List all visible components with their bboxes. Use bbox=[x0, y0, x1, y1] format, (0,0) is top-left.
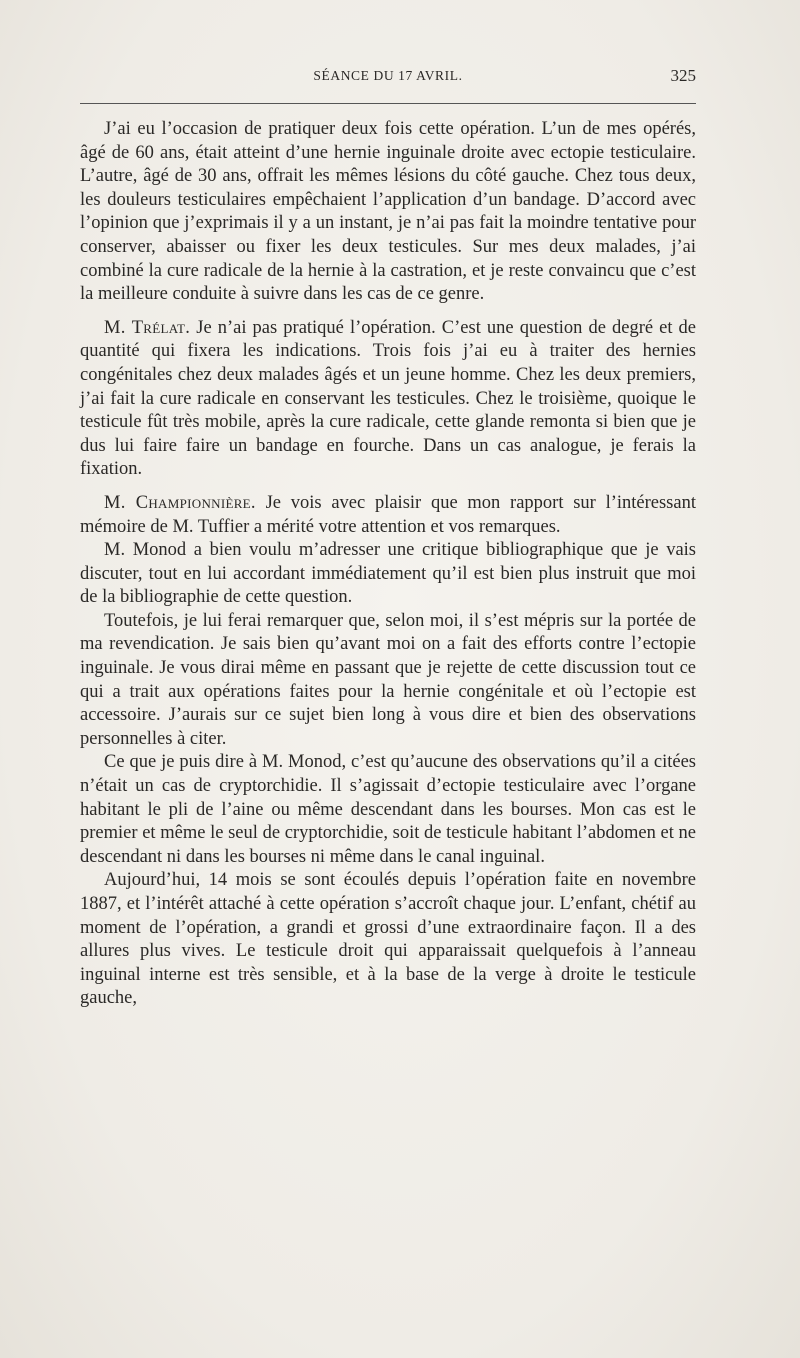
paragraph bbox=[80, 869, 696, 1011]
paragraph bbox=[80, 751, 696, 869]
paragraph-text: Je n’ai pas pratiqué l’opération. C’est une question de degré et de quantité qui fixera les indications. Trois fois j’ai eu à traiter des hernies congénitales chez deux malades âgés et un jeune homme. Chez les deux premiers, j’ai fait la cure radicale en conservant les testicules. Chez le troisième, quoique le testicule fût très mobile, après la cure radicale, cette glande remonta si bien que je dus lui faire faire un bandage en fourche. Dans un cas analogue, je ferais la fixation. bbox=[80, 317, 697, 480]
running-title: SÉANCE DU 17 AVRIL. bbox=[313, 68, 463, 83]
paragraph bbox=[80, 539, 696, 610]
paragraph-text: Toutefois, je lui ferai remarquer que, selon moi, il s’est mépris sur la portée de ma revendication. Je sais bien qu’avant moi on a fait des efforts contre l’ectopie inguinale. Je vous dirai même en passant que je rejette de cette discussion tout ce qui a trait aux opérations faites pour la hernie congénitale et où l’ectopie est accessoire. J’aurais sur ce sujet bien long à vous dire et bien des observations personnelles à citer. bbox=[80, 610, 696, 749]
speaker-name: M. Trélat. bbox=[104, 317, 191, 338]
paragraph-text: M. Monod a bien voulu m’adresser une critique bibliographique que je vais discuter, tout en lui accordant immédiatement qu’il est bien plus instruit que moi de la bibliographie de cette question. bbox=[80, 540, 696, 608]
paragraph bbox=[80, 492, 696, 539]
speaker-name: M. Championnière. bbox=[104, 492, 256, 513]
paragraph bbox=[80, 317, 696, 482]
paragraph bbox=[80, 610, 696, 752]
paragraph bbox=[80, 118, 696, 307]
paragraph-text: Je vois avec plaisir que mon rapport sur l’intéressant mémoire de M. Tuffier a mérité votre attention et vos remarques. bbox=[80, 492, 696, 537]
paragraph-text: Ce que je puis dire à M. Monod, c’est qu’aucune des observations qu’il a citées n’était un cas de cryptorchidie. Il s’agissait d’ectopie testiculaire avec l’organe habitant le pli de l’aine ou même descendant dans les bourses. Mon cas est le premier et même le seul de cryptorchidie, soit de testicule habitant l’abdomen et ne descendant ni dans les bourses ni même dans le canal inguinal. bbox=[80, 752, 696, 867]
body-text bbox=[80, 118, 696, 1011]
page-header bbox=[80, 68, 696, 98]
header-rule bbox=[80, 103, 696, 104]
paragraph-text: Aujourd’hui, 14 mois se sont écoulés depuis l’opération faite en novembre 1887, et l’intérêt attaché à cette opération s’accroît chaque jour. L’enfant, chétif au moment de l’opération, a grandi et grossi d’une extraordinaire façon. Il a des allures plus vives. Le testicule droit qui apparaissait quelquefois à l’anneau inguinal interne est très sensible, et à la base de la verge à droite le testicule gauche, bbox=[80, 870, 696, 1009]
paragraph-text: J’ai eu l’occasion de pratiquer deux fois cette opération. L’un de mes opérés, âgé de 60 ans, était atteint d’une hernie inguinale droite avec ectopie testiculaire. L’autre, âgé de 30 ans, offrait les mêmes lésions du côté gauche. Chez tous deux, les douleurs testiculaires empêchaient l’application d’un bandage. D’accord avec l’opinion que j’exprimais il y a un instant, je n’ai pas fait la moindre tentative pour conserver, abaisser ou fixer les deux testicules. Sur mes deux malades, j’ai combiné la cure radicale de la hernie à la castration, et je reste convaincu que c’est la meilleure conduite à suivre dans les cas de ce genre. bbox=[80, 119, 696, 305]
page-number: 325 bbox=[670, 66, 696, 85]
